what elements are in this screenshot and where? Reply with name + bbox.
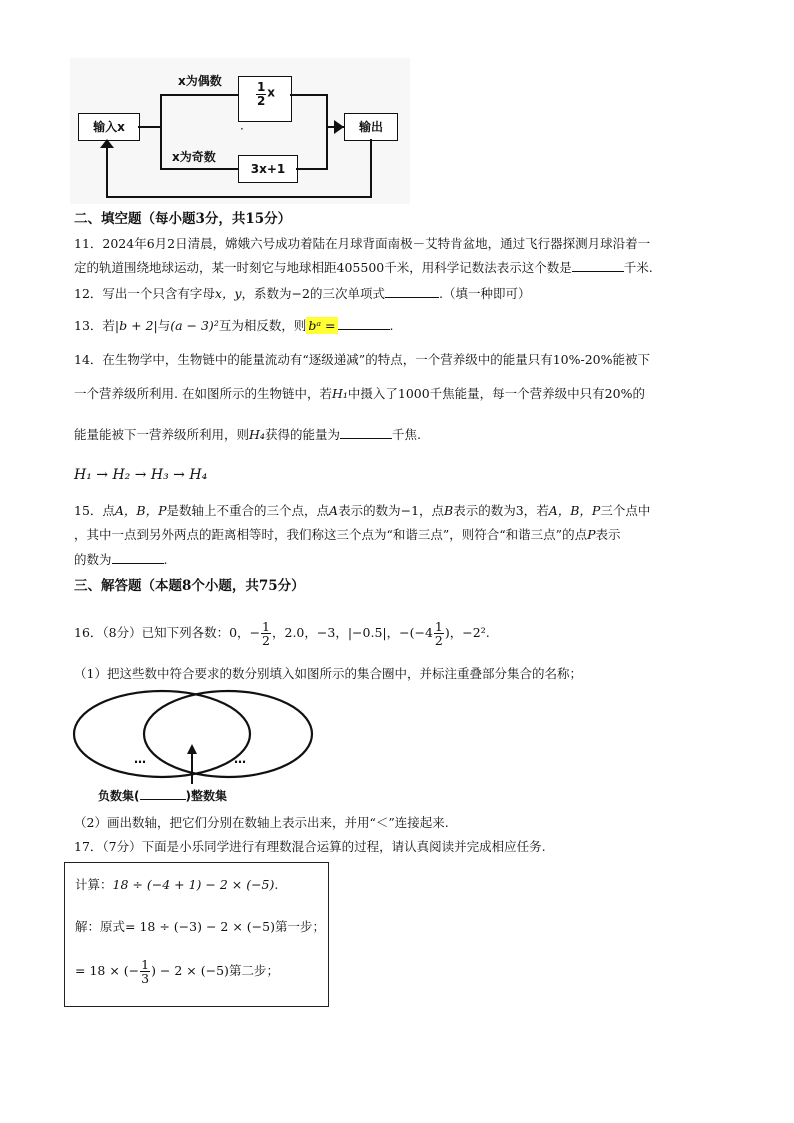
q15-line1: 15．点A，B，P是数轴上不重合的三个点，点A表示的数为−1，点B表示的数为3，若A，B，P三个点中 [74,503,651,518]
calculation-box [64,862,329,1007]
q17-intro: 17．（7分）下面是小乐同学进行有理数混合运算的过程，请认真阅读并完成相应任务. [74,839,546,854]
arrow-right-icon [334,120,344,134]
even-frac-numerator: 1 [256,80,266,94]
flowchart-odd-box [238,155,298,183]
flowchart-even-box [238,76,292,122]
section2-title: 二、填空题（每小题3分，共15分） [74,211,292,227]
even-condition-label: x为偶数 [178,74,222,88]
q14-food-chain: H₁ → H₂ → H₃ → H₄ [74,467,208,483]
solution-step1: 解：原式= 18 ÷ (−3) − 2 × (−5)第一步； [75,919,325,934]
q15-line3: 的数为 . [74,552,168,567]
q16-sub1: （1）把这些数中符合要求的数分别填入如图所示的集合圈中，并标注重叠部分集合的名称； [74,666,582,681]
q11-line2: 定的轨道围绕地球运动，某一时刻它与地球相距405500千米，用科学记数法表示这个数是 千米. [74,260,653,275]
q14-line2: 一个营养级所利用. 在如图所示的生物链中，若H₁中摄入了1000千焦能量，每一个营养级中只有20%的 [74,386,645,401]
flowchart-output-label: 输出 [358,120,383,134]
arrow-up-icon [100,139,114,149]
even-var: x [267,85,276,100]
q15-line2: ，其中一点到另外两点的距离相等时，我们称这三个点为“和谐三点”，则符合“和谐三点”的点P表示 [74,527,621,542]
even-frac-denominator: 2 [256,94,266,108]
venn-left-dots: … [134,752,146,766]
flowchart [70,58,410,204]
odd-expr: 3x+1 [250,162,286,176]
odd-condition-label: x为奇数 [172,150,216,164]
flowchart-input-label: 输入x [93,120,125,134]
q14-line3: 能量能被下一营养级所利用，则H₄获得的能量为 千焦. [74,427,421,442]
q14-line1: 14．在生物学中，生物链中的能量流动有“逐级递减”的特点，一个营养级中的能量只有10%-20%能被下 [74,352,650,367]
venn-caption: 负数集( )整数集 [98,789,227,803]
flowchart-output-box [344,113,398,141]
q12: 12．写出一个只含有字母x，y，系数为−2的三次单项式 .（填一种即可） [74,286,531,301]
flowchart-input-box [78,113,140,141]
q16-intro: 16．（8分）已知下列各数：0，− $\frac{1}{2}$ ，2.0，−3，|−0.5|，−(−4 $\frac{1}{2}$ )，−2². [74,619,490,648]
solution-step2: = 18 × (− $\frac{1}{3}$ ) − 2 × (−5)第二步； [75,957,279,986]
flowchart-dot: · [240,122,244,136]
calc-line: 计算：18 ÷ (−4 + 1) − 2 × (−5). [75,877,279,892]
q16-sub2: （2）画出数轴，把它们分别在数轴上表示出来，并用“＜”连接起来. [74,815,449,830]
venn-diagram [70,688,316,804]
q13-highlighted-expr: bᵃ = [308,318,336,333]
q13: 13．若|b + 2|与(a − 3)²互为相反数，则 bᵃ = . [74,318,394,333]
section3-title: 三、解答题（本题8个小题，共75分） [74,578,305,594]
q11-line1: 11．2024年6月2日清晨，嫦娥六号成功着陆在月球背面南极－艾特肯盆地，通过飞行器探测月球沿着一 [74,236,651,251]
venn-right-dots: … [234,752,246,766]
